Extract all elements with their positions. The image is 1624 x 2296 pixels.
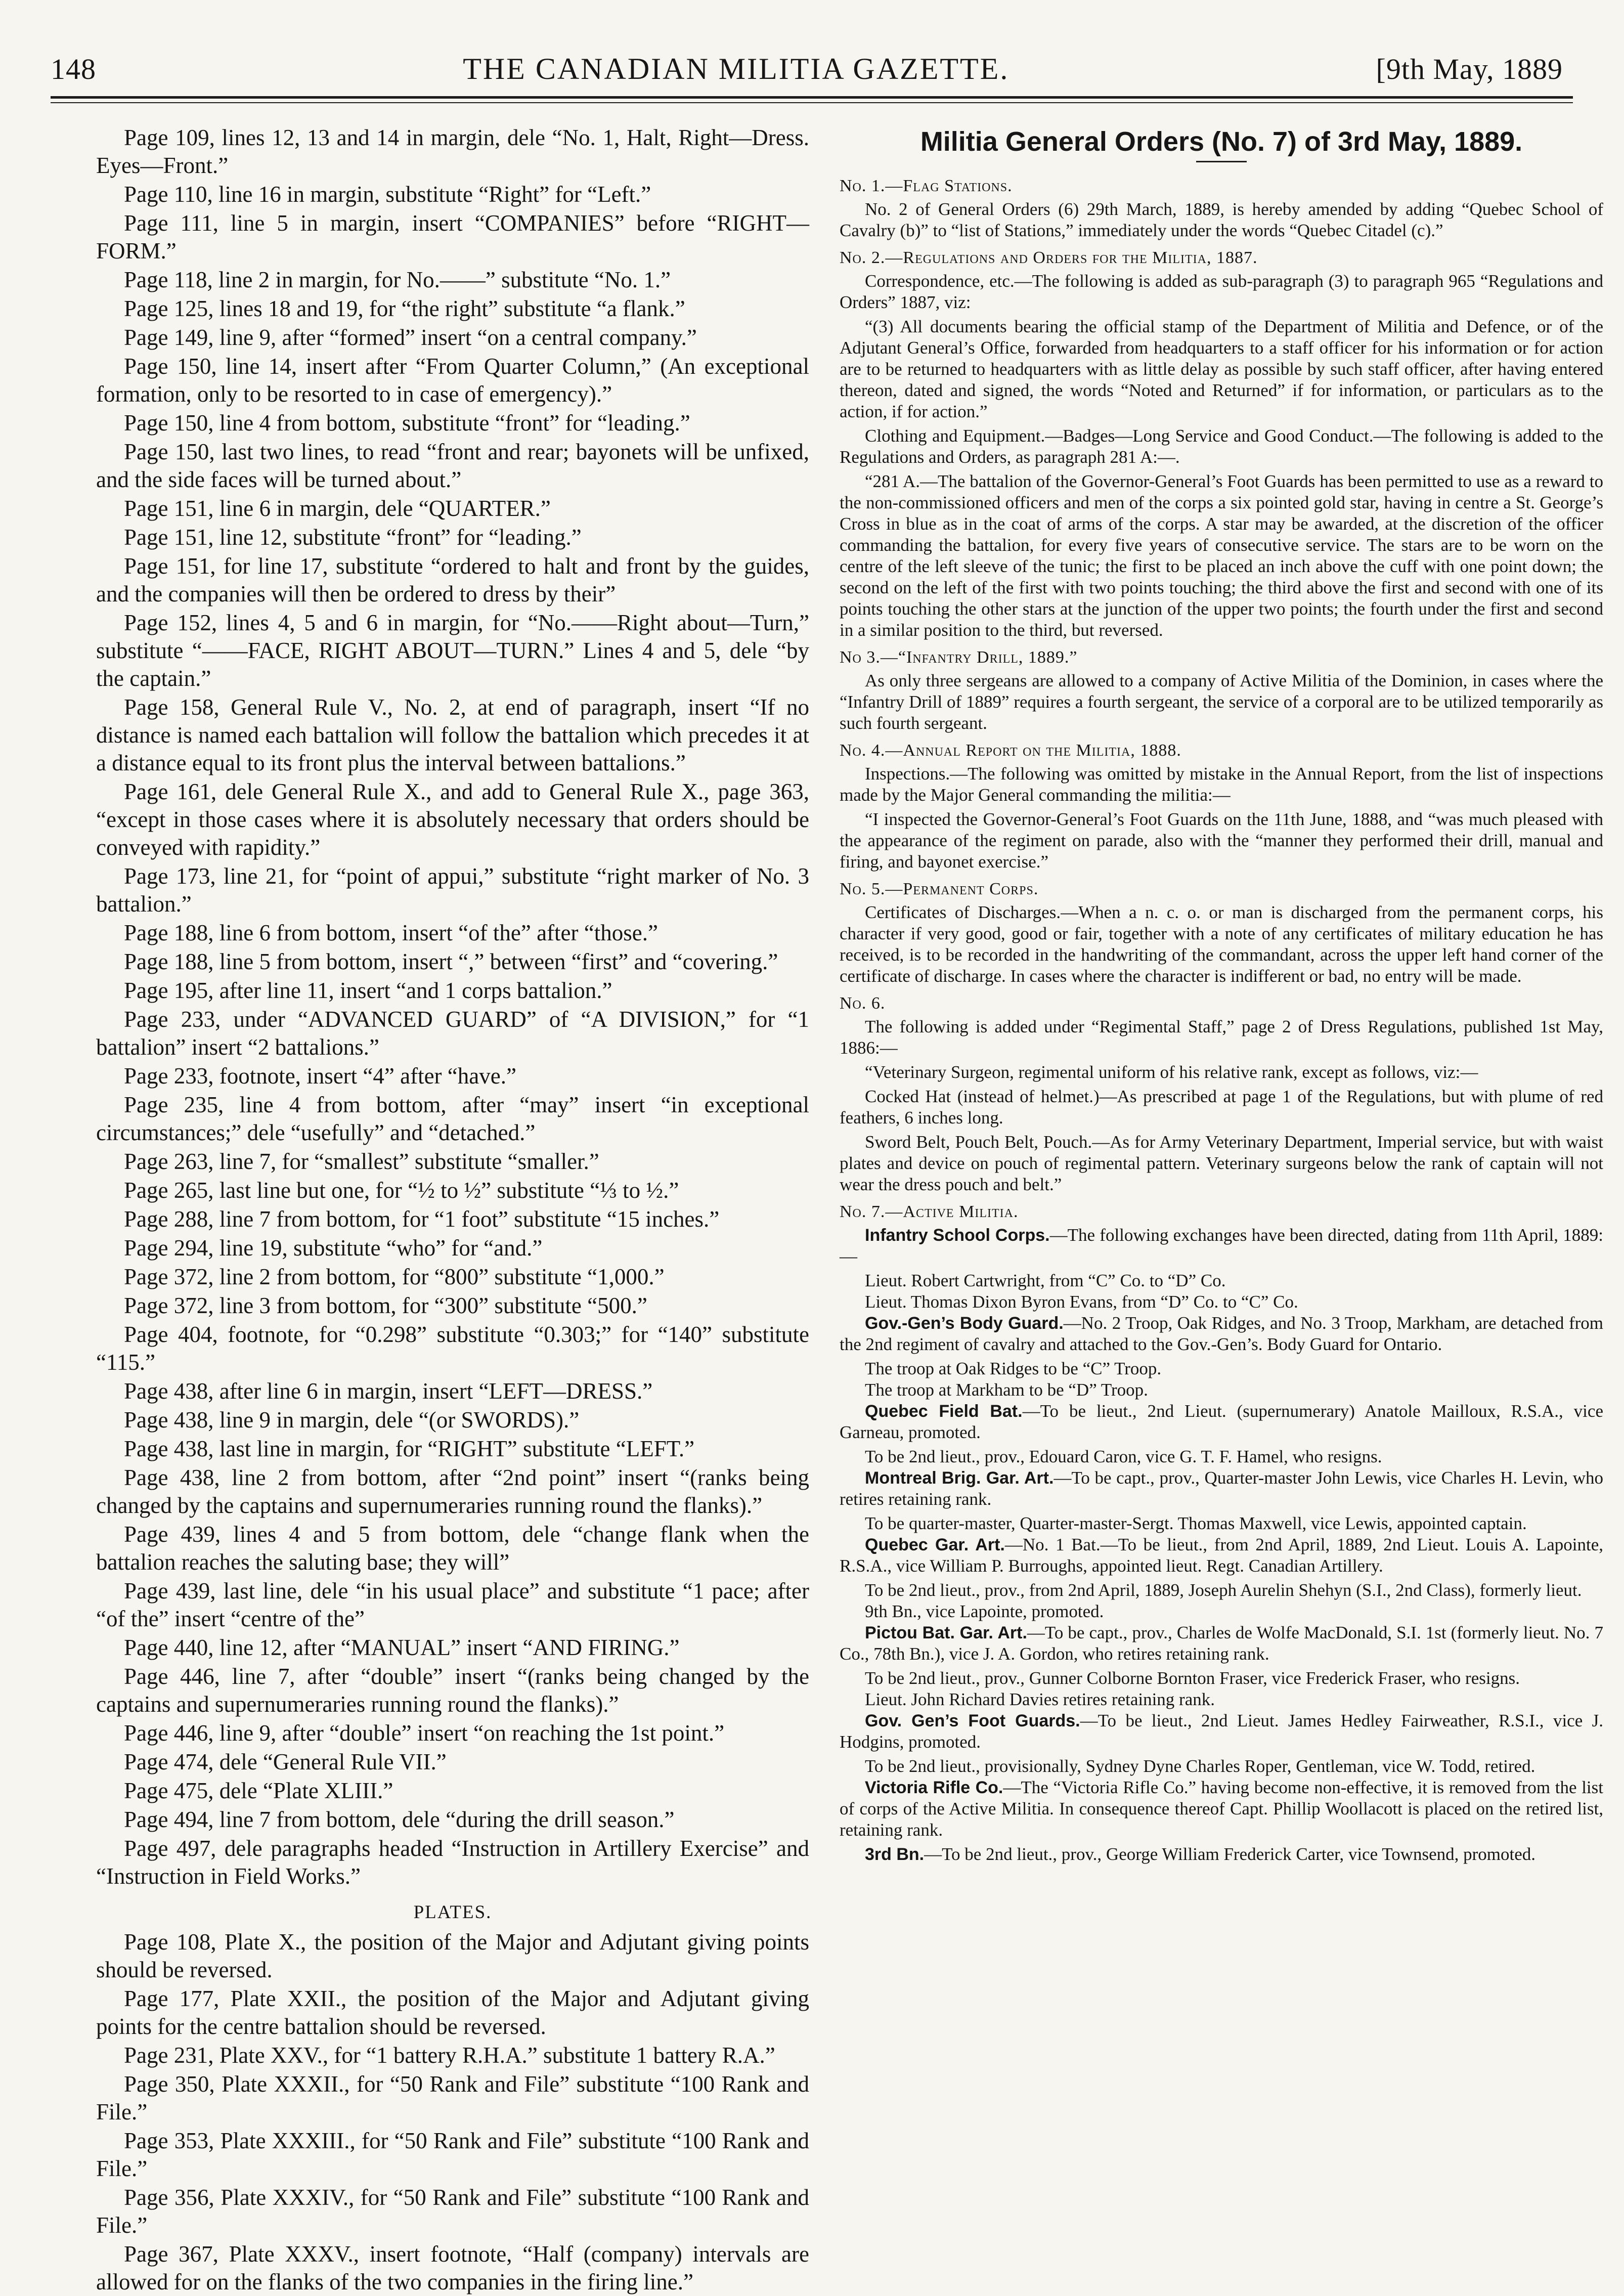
header-rule-thick	[51, 96, 1573, 99]
correction-item: Page 353, Plate XXXIII., for “50 Rank and File” substitute “100 Rank and File.”	[96, 2128, 809, 2181]
correction-item: Page 125, lines 18 and 19, for “the right” substitute “a flank.”	[124, 296, 685, 321]
correction-item: Page 195, after line 11, insert “and 1 corps battalion.”	[124, 978, 612, 1003]
order-entry	[840, 1777, 1603, 1841]
correction-item: Page 149, line 9, after “formed” insert “on a central company.”	[124, 325, 697, 350]
correction-item: Page 108, Plate X., the position of the Major and Adjutant giving points should be reversed.	[96, 1929, 809, 1982]
correction-item: Page 439, lines 4 and 5 from bottom, dele “change flank when the battalion reaches the saluting base; they will”	[96, 1522, 809, 1575]
order-line: To be 2nd lieut., prov., Edouard Caron, vice G. T. F. Hamel, who resigns.	[865, 1447, 1382, 1466]
section-heading: No. 4.—Annual Report on the Militia, 1888.	[840, 741, 1181, 760]
correction-item: Page 151, for line 17, substitute “ordered to halt and front by the guides, and the companies will then be ordered to dress by their”	[96, 553, 809, 607]
order-entry	[840, 1534, 1603, 1577]
correction-item: Page 372, line 2 from bottom, for “800” substitute “1,000.”	[124, 1264, 665, 1289]
page-header	[51, 49, 1563, 89]
title-rule	[1196, 161, 1247, 162]
section-heading: No. 7.—Active Militia.	[840, 1202, 1019, 1221]
corps-name: Quebec Field Bat.	[865, 1402, 1023, 1421]
corps-name: Quebec Gar. Art.	[865, 1535, 1005, 1554]
quoted-paragraph: “I inspected the Governor-General’s Foot Guards on the 11th June, 1888, and “was much pleased with the appearance of the regiment on parade, also with the “manner they performed their drill, manual and firing, and bayonet exercise.”	[840, 809, 1603, 872]
order-line: To be 2nd lieut., provisionally, Sydney Dyne Charles Roper, Gentleman, vice W. Todd, retired.	[865, 1756, 1535, 1776]
section-heading: No. 1.—Flag Stations.	[840, 177, 1013, 195]
correction-item: Page 233, under “ADVANCED GUARD” of “A DIVISION,” for “1 battalion” insert “2 battalions.”	[96, 1007, 809, 1060]
correction-item: Page 161, dele General Rule X., and add to General Rule X., page 363, “except in those cases where it is absolutely necessary that orders should be conveyed with rapidity.”	[96, 779, 809, 860]
correction-item: Page 438, last line in margin, for “RIGHT” substitute “LEFT.”	[124, 1436, 695, 1461]
correction-item: Page 404, footnote, for “0.298” substitute “0.303;” for “140” substitute “115.”	[96, 1322, 809, 1375]
order-line: Lieut. John Richard Davies retires retaining rank.	[865, 1689, 1215, 1709]
correction-item: Page 446, line 7, after “double” insert “(ranks being changed by the captains and supernumeraries running round the flanks).”	[96, 1664, 809, 1717]
quoted-paragraph: “(3) All documents bearing the official stamp of the Department of Militia and Defence, or of the Adjutant General’s Office, forwarded from headquarters to a staff officer for his information or for action are to be returned to headquarters with as little delay as possible by such staff officer, after having entered thereon, dated and signed, the words “Noted and Returned” if for information, or particulars as to the action, if for action.”	[840, 317, 1603, 421]
correction-item: Page 152, lines 4, 5 and 6 in margin, for “No.——Right about—Turn,” substitute “——FACE, RIGHT ABOUT—TURN.” Lines 4 and 5, dele “by the captain.”	[96, 610, 809, 691]
corps-name: 3rd Bn.	[865, 1845, 925, 1864]
correction-item: Page 173, line 21, for “point of appui,” substitute “right marker of No. 3 battalion.”	[96, 863, 809, 917]
order-text: —To be capt., prov., Charles de Wolfe MacDonald, S.I. 1st (formerly lieut. No. 7 Co., 78th Bn.), vice J. A. Gordon, who retires retaining rank.	[840, 1623, 1603, 1664]
order-entry	[840, 1225, 1603, 1267]
order-line: The troop at Markham to be “D” Troop.	[865, 1380, 1148, 1400]
order-entry	[840, 1401, 1603, 1443]
section-heading: No. 5.—Permanent Corps.	[840, 880, 1039, 898]
general-orders-title: Militia General Orders (No. 7) of 3rd May, 1889.	[920, 126, 1523, 157]
quoted-paragraph: Cocked Hat (instead of helmet.)—As prescribed at page 1 of the Regulations, but with plume of red feathers, 6 inches long.	[840, 1087, 1603, 1128]
corps-name: Gov.-Gen’s Body Guard.	[865, 1314, 1064, 1333]
order-text: —To be lieut., 2nd Lieut. James Hedley Fairweather, R.S.I., vice J. Hodgins, promoted.	[840, 1711, 1603, 1752]
order-line: To be quarter-master, Quarter-master-Sergt. Thomas Maxwell, vice Lewis, appointed captain.	[865, 1513, 1527, 1533]
corrections-list	[96, 124, 809, 1890]
correction-item: Page 367, Plate XXXV., insert footnote, “Half (company) intervals are allowed for on the flanks of the two companies in the firing line.”	[96, 2241, 809, 2294]
correction-item: Page 150, line 14, insert after “From Quarter Column,” (An exceptional formation, only to be resorted to in case of emergency).”	[96, 354, 809, 407]
correction-item: Page 438, after line 6 in margin, insert “LEFT—DRESS.”	[124, 1378, 653, 1404]
paragraph: Inspections.—The following was omitted by mistake in the Annual Report, from the list of inspections made by the Major General commanding the militia:—	[840, 764, 1603, 805]
correction-item: Page 475, dele “Plate XLIII.”	[124, 1778, 393, 1803]
correction-item: Page 356, Plate XXXIV., for “50 Rank and File” substitute “100 Rank and File.”	[96, 2185, 809, 2238]
section-heading: No. 6.	[840, 994, 886, 1013]
order-entry	[840, 1844, 1603, 1865]
corps-name: Gov. Gen’s Foot Guards.	[865, 1711, 1080, 1730]
order-text: —To be 2nd lieut., prov., George William Frederick Carter, vice Townsend, promoted.	[924, 1844, 1536, 1864]
order-entry	[840, 1622, 1603, 1665]
order-entry	[840, 1313, 1603, 1355]
issue-date: [9th May, 1889	[1376, 52, 1563, 85]
correction-item: Page 494, line 7 from bottom, dele “during the drill season.”	[124, 1807, 675, 1832]
correction-item: Page 188, line 6 from bottom, insert “of the” after “those.”	[124, 920, 658, 945]
quoted-paragraph: “Veterinary Surgeon, regimental uniform of his relative rank, except as follows, viz:—	[865, 1062, 1478, 1082]
page-number: 148	[51, 52, 96, 85]
section-heading: No 3.—“Infantry Drill, 1889.”	[840, 648, 1078, 667]
correction-item: Page 350, Plate XXXII., for “50 Rank and File” substitute “100 Rank and File.”	[96, 2071, 809, 2125]
order-entry	[840, 1710, 1603, 1753]
order-text: —To be capt., prov., Quarter-master John Lewis, vice Charles H. Levin, who retires retaining rank.	[840, 1468, 1603, 1509]
correction-item: Page 438, line 2 from bottom, after “2nd point” insert “(ranks being changed by the captains and supernumeraries running round the flanks).”	[96, 1465, 809, 1518]
order-text: —No. 2 Troop, Oak Ridges, and No. 3 Troop, Markham, are detached from the 2nd regiment of cavalry and attached to the Gov.-Gen’s. Body Guard for Ontario.	[840, 1313, 1603, 1354]
correction-item: Page 188, line 5 from bottom, insert “,” between “first” and “covering.”	[124, 949, 778, 974]
left-column-corrections	[96, 124, 809, 2294]
plates-list	[96, 1928, 809, 2296]
correction-item: Page 446, line 9, after “double” insert “on reaching the 1st point.”	[124, 1720, 725, 1746]
correction-item: Page 438, line 9 in margin, dele “(or SWORDS).”	[124, 1407, 580, 1433]
correction-item: Page 109, lines 12, 13 and 14 in margin, dele “No. 1, Halt, Right—Dress. Eyes—Front.”	[96, 125, 809, 178]
correction-item: Page 177, Plate XXII., the position of the Major and Adjutant giving points for the centre battalion should be reversed.	[96, 1986, 809, 2039]
correction-item: Page 233, footnote, insert “4” after “have.”	[124, 1063, 516, 1089]
paragraph: As only three sergeans are allowed to a company of Active Militia of the Dominion, in cases where the “Infantry Drill of 1889” requires a fourth sergeant, the service of a corporal are to be utilized temporarily as such fourth sergeant.	[840, 671, 1603, 733]
paragraph: The following is added under “Regimental Staff,” page 2 of Dress Regulations, published 1st May, 1886:—	[840, 1017, 1603, 1058]
correction-item: Page 235, line 4 from bottom, after “may” insert “in exceptional circumstances;” dele “usefully” and “detached.”	[96, 1092, 809, 1145]
corps-name: Victoria Rifle Co.	[865, 1778, 1003, 1797]
correction-item: Page 474, dele “General Rule VII.”	[124, 1749, 447, 1774]
correction-item: Page 151, line 6 in margin, dele “QUARTER.”	[124, 496, 551, 521]
corps-name: Pictou Bat. Gar. Art.	[865, 1623, 1027, 1642]
correction-item: Page 151, line 12, substitute “front” for “leading.”	[124, 525, 582, 550]
correction-item: Page 263, line 7, for “smallest” substitute “smaller.”	[124, 1149, 599, 1174]
correction-item: Page 372, line 3 from bottom, for “300” substitute “500.”	[124, 1293, 647, 1318]
corps-name: Infantry School Corps.	[865, 1226, 1050, 1245]
correction-item: Page 497, dele paragraphs headed “Instruction in Artillery Exercise” and “Instruction in Field Works.”	[96, 1836, 809, 1889]
order-text: —The following exchanges have been directed, dating from 11th April, 1889:—	[840, 1225, 1603, 1266]
correction-item: Page 440, line 12, after “MANUAL” insert “AND FIRING.”	[124, 1635, 680, 1660]
plates-heading: PLATES.	[413, 1902, 492, 1923]
quoted-paragraph: Sword Belt, Pouch Belt, Pouch.—As for Army Veterinary Department, Imperial service, but with waist plates and device on pouch of regimental pattern. Veterinary surgeons below the rank of captain will not wear the dress pouch and belt.”	[840, 1132, 1603, 1194]
header-rule-thin	[51, 102, 1573, 103]
section-heading: No. 2.—Regulations and Orders for the Militia, 1887.	[840, 248, 1258, 267]
quoted-paragraph: “281 A.—The battalion of the Governor-General’s Foot Guards has been permitted to use as a reward to the non-commissioned officers and men of the corps a six pointed gold star, having in centre a St. George’s Cross in blue as in the coat of arms of the corps. A star may be awarded, at the discretion of the officer commanding the battalion, for every five years of consecutive service. The stars are to be worn on the centre of the left sleeve of the tunic; the first to be placed an inch above the cuff with one point down; the second on the left of the first with two points touching; the third above the first and second with one of its points touching the other stars at the junction of the upper two points; the fourth under the first and second in a similar position to the third, but reversed.	[840, 471, 1603, 640]
order-text: —To be lieut., 2nd Lieut. (supernumerary) Anatole Mailloux, R.S.A., vice Garneau, promoted.	[840, 1401, 1603, 1442]
publication-title: THE CANADIAN MILITIA GAZETTE.	[463, 52, 1009, 85]
correction-item: Page 288, line 7 from bottom, for “1 foot” substitute “15 inches.”	[124, 1206, 720, 1232]
order-line: Lieut. Thomas Dixon Byron Evans, from “D” Co. to “C” Co.	[865, 1292, 1298, 1312]
correction-item: Page 265, last line but one, for “½ to ½” substitute “⅓ to ½.”	[124, 1178, 679, 1203]
right-column-general-orders	[840, 124, 1603, 2218]
corps-name: Montreal Brig. Gar. Art.	[865, 1468, 1054, 1488]
paragraph: No. 2 of General Orders (6) 29th March, 1889, is hereby amended by adding “Quebec School of Cavalry (b)” to “list of Stations,” immediately under the words “Quebec Citadel (c).”	[840, 199, 1603, 240]
order-text: —No. 1 Bat.—To be lieut., from 2nd April, 1889, 2nd Lieut. Louis A. Lapointe, R.S.A., vice William P. Burroughs, appointed lieut. Regt. Canadian Artillery.	[840, 1535, 1603, 1576]
order-line: Lieut. Robert Cartwright, from “C” Co. to “D” Co.	[865, 1271, 1226, 1290]
correction-item: Page 110, line 16 in margin, substitute “Right” for “Left.”	[124, 182, 651, 207]
order-line: To be 2nd lieut., prov., from 2nd April, 1889, Joseph Aurelin Shehyn (S.I., 2nd Class), formerly lieut. 9th Bn., vice Lapointe, promoted.	[865, 1580, 1582, 1621]
order-line: To be 2nd lieut., prov., Gunner Colborne Bornton Fraser, vice Frederick Fraser, who resigns.	[865, 1668, 1520, 1688]
paragraph: Certificates of Discharges.—When a n. c. o. or man is discharged from the permanent corps, his character if very good, good or fair, together with a note of any certificates of military education he has received, is to be recorded in the handwriting of the commandant, across the upper left hand corner of the certificate of discharge. In cases where the character is indifferent or bad, no entry will be made.	[840, 902, 1603, 986]
correction-item: Page 158, General Rule V., No. 2, at end of paragraph, insert “If no distance is named each battalion will follow the battalion which precedes it at a distance equal to its front plus the interval between battalions.”	[96, 695, 809, 775]
order-text: —The “Victoria Rifle Co.” having become non-effective, it is removed from the list of corps of the Active Militia. In consequence thereof Capt. Phillip Woollacott is placed on the retired list, retaining rank.	[840, 1778, 1603, 1840]
correction-item: Page 231, Plate XXV., for “1 battery R.H.A.” substitute 1 battery R.A.”	[124, 2043, 775, 2068]
order-entry	[840, 1467, 1603, 1510]
order-line: The troop at Oak Ridges to be “C” Troop.	[865, 1359, 1162, 1378]
correction-item: Page 118, line 2 in margin, for No.——” substitute “No. 1.”	[124, 267, 671, 292]
correction-item: Page 294, line 19, substitute “who” for “and.”	[124, 1235, 543, 1261]
correction-item: Page 150, last two lines, to read “front and rear; bayonets will be unfixed, and the side faces will be turned about.”	[96, 439, 809, 492]
paragraph: Clothing and Equipment.—Badges—Long Service and Good Conduct.—The following is added to the Regulations and Orders, as paragraph 281 A:—.	[840, 426, 1603, 467]
correction-item: Page 150, line 4 from bottom, substitute “front” for “leading.”	[124, 410, 690, 436]
paragraph: Correspondence, etc.—The following is added as sub-paragraph (3) to paragraph 965 “Regulations and Orders” 1887, viz:	[840, 271, 1603, 312]
correction-item: Page 439, last line, dele “in his usual place” and substitute “1 pace; after “of the” insert “centre of the”	[96, 1578, 809, 1631]
correction-item: Page 111, line 5 in margin, insert “COMPANIES” before “RIGHT—FORM.”	[96, 210, 809, 264]
